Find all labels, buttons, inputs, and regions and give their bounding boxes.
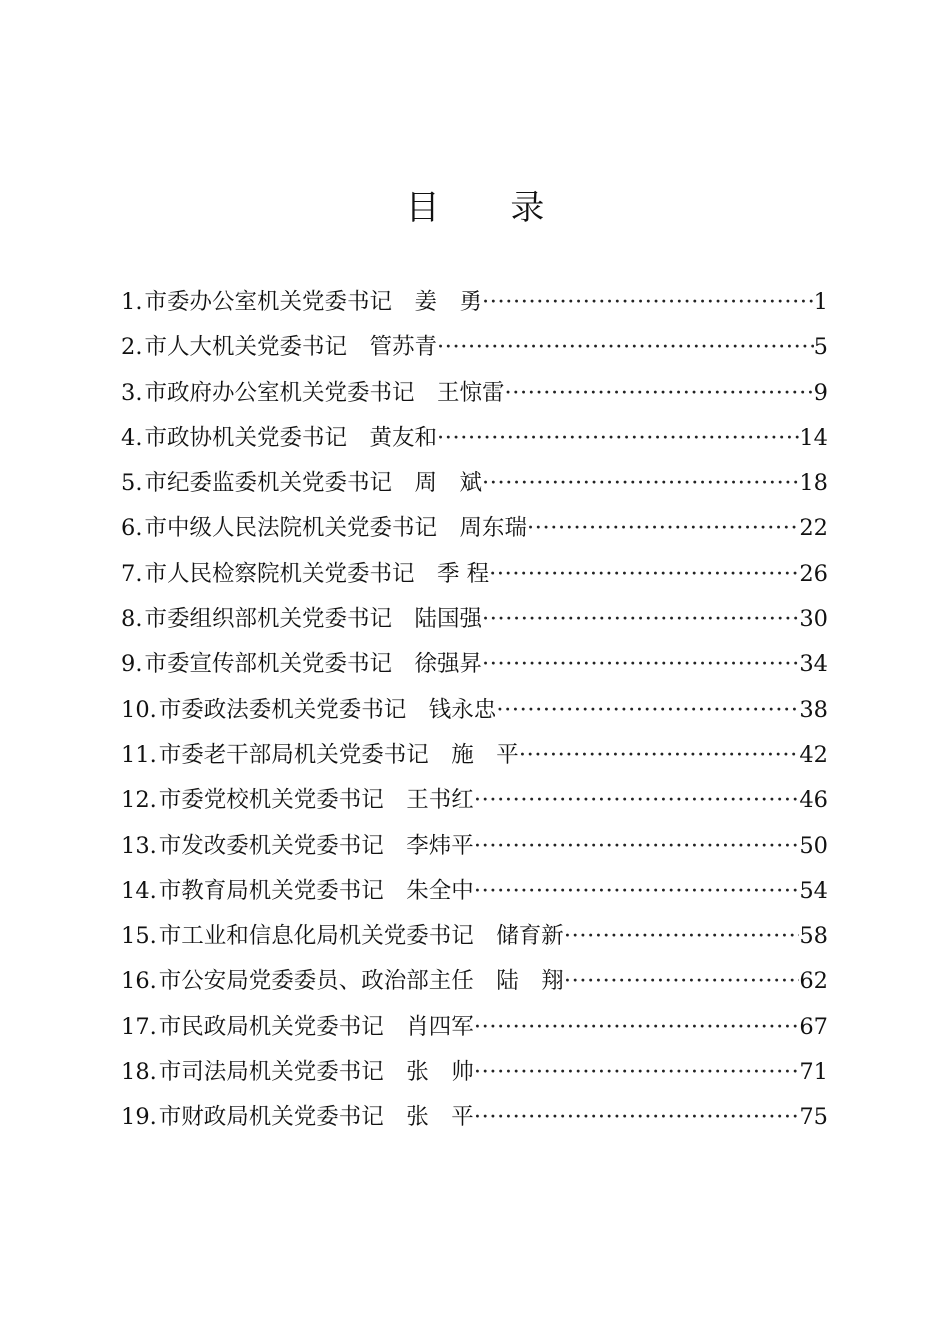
toc-entry-page-number: 71	[799, 1059, 828, 1086]
toc-entry-title: 市公安局党委委员、政治部主任 陆 翔	[158, 968, 564, 995]
toc-entry-page-number: 1	[813, 289, 828, 315]
toc-entry-number: 8.	[121, 606, 143, 633]
toc-entry-number: 3.	[121, 379, 143, 406]
toc-entry-number: 1.	[121, 289, 143, 315]
toc-entry-number: 19.	[121, 1104, 157, 1131]
toc-entry-number: 7.	[121, 560, 143, 587]
toc-dot-leader	[474, 1007, 800, 1047]
toc-entry-title: 市人大机关党委书记 管苏青	[144, 334, 437, 361]
toc-entry-1[interactable]	[121, 282, 828, 327]
toc-entry-8[interactable]	[121, 599, 828, 644]
toc-entry-14[interactable]	[121, 871, 828, 916]
toc-entry-number: 4.	[121, 424, 143, 451]
toc-entry-6[interactable]	[121, 508, 828, 553]
toc-dot-leader	[474, 1052, 800, 1092]
toc-entry-title: 市发改委机关党委书记 李炜平	[158, 832, 474, 859]
toc-entry-15[interactable]	[121, 916, 828, 961]
toc-entry-page-number: 34	[799, 651, 828, 678]
toc-entry-page-number: 5	[813, 334, 828, 361]
toc-entry-title: 市政协机关党委书记 黄友和	[144, 424, 437, 451]
toc-entry-9[interactable]	[121, 644, 828, 689]
toc-entry-title: 市中级人民法院机关党委书记 周东瑞	[144, 515, 527, 542]
toc-entry-page-number: 14	[799, 424, 828, 451]
toc-entry-title: 市委宣传部机关党委书记 徐强昇	[144, 651, 482, 678]
toc-entry-number: 2.	[121, 334, 143, 361]
page-title: 目 录	[405, 188, 575, 228]
toc-entry-title: 市民政局机关党委书记 肖四军	[158, 1013, 474, 1040]
toc-dot-leader	[437, 327, 814, 367]
toc-dot-leader	[564, 916, 800, 956]
toc-entry-3[interactable]	[121, 373, 828, 418]
toc-dot-leader	[482, 463, 799, 503]
toc-dot-leader	[519, 735, 800, 775]
toc-entry-page-number: 9	[813, 379, 828, 406]
toc-entry-title: 市人民检察院机关党委书记 季 程	[144, 560, 490, 587]
toc-entry-title: 市委老干部局机关党委书记 施 平	[158, 741, 519, 768]
toc-entry-number: 15.	[121, 923, 157, 950]
toc-entry-page-number: 18	[799, 470, 828, 497]
toc-dot-leader	[482, 644, 799, 684]
toc-entry-page-number: 42	[799, 741, 828, 768]
toc-entry-5[interactable]	[121, 463, 828, 508]
toc-entry-title: 市政府办公室机关党委书记 王惊雷	[144, 379, 505, 406]
toc-dot-leader	[474, 1097, 800, 1137]
toc-entry-page-number: 54	[799, 877, 828, 904]
toc-entry-page-number: 62	[799, 968, 828, 995]
toc-entry-page-number: 26	[799, 560, 828, 587]
toc-entry-17[interactable]	[121, 1007, 828, 1052]
toc-entry-number: 14.	[121, 877, 157, 904]
toc-entry-number: 18.	[121, 1059, 157, 1086]
toc-entry-title: 市委政法委机关党委书记 钱永忠	[158, 696, 497, 723]
toc-entry-7[interactable]	[121, 554, 828, 599]
toc-dot-leader	[482, 282, 814, 322]
toc-entry-page-number: 67	[799, 1013, 828, 1040]
toc-entry-title: 市纪委监委机关党委书记 周 斌	[144, 470, 482, 497]
toc-dot-leader	[482, 599, 799, 639]
toc-entry-page-number: 46	[799, 787, 828, 814]
toc-entry-number: 13.	[121, 832, 157, 859]
toc-entry-page-number: 38	[799, 696, 828, 723]
toc-entry-title: 市委组织部机关党委书记 陆国强	[144, 606, 482, 633]
toc-entry-13[interactable]	[121, 826, 828, 871]
toc-entry-title: 市财政局机关党委书记 张 平	[158, 1104, 474, 1131]
toc-entry-title: 市委党校机关党委书记 王书红	[158, 787, 474, 814]
toc-entry-page-number: 58	[799, 923, 828, 950]
toc-entry-number: 10.	[121, 696, 157, 723]
toc-entry-12[interactable]	[121, 780, 828, 825]
toc-entry-title: 市工业和信息化局机关党委书记 储育新	[158, 923, 564, 950]
toc-entry-number: 17.	[121, 1013, 157, 1040]
toc-entry-page-number: 30	[799, 606, 828, 633]
toc-dot-leader	[527, 508, 799, 548]
toc-dot-leader	[474, 871, 800, 911]
toc-dot-leader	[496, 690, 799, 730]
toc-dot-leader	[437, 418, 799, 458]
toc-entry-title: 市委办公室机关党委书记 姜 勇	[144, 289, 482, 315]
toc-entry-4[interactable]	[121, 418, 828, 463]
toc-dot-leader	[564, 961, 800, 1001]
toc-dot-leader	[489, 554, 799, 594]
toc-dot-leader	[474, 826, 800, 866]
toc-entry-title: 市司法局机关党委书记 张 帅	[158, 1059, 474, 1086]
toc-entry-16[interactable]	[121, 961, 828, 1006]
toc-entry-page-number: 75	[799, 1104, 828, 1131]
table-of-contents	[121, 282, 828, 1143]
toc-entry-page-number: 22	[799, 515, 828, 542]
toc-entry-page-number: 50	[799, 832, 828, 859]
toc-entry-2[interactable]	[121, 327, 828, 372]
toc-entry-number: 11.	[121, 741, 157, 768]
toc-dot-leader	[474, 780, 800, 820]
toc-entry-18[interactable]	[121, 1052, 828, 1097]
toc-dot-leader	[504, 373, 813, 413]
toc-entry-number: 16.	[121, 968, 157, 995]
toc-entry-19[interactable]	[121, 1097, 828, 1142]
toc-entry-11[interactable]	[121, 735, 828, 780]
toc-entry-number: 5.	[121, 470, 143, 497]
toc-entry-number: 6.	[121, 515, 143, 542]
toc-entry-number: 12.	[121, 787, 157, 814]
toc-entry-10[interactable]	[121, 690, 828, 735]
toc-entry-title: 市教育局机关党委书记 朱全中	[158, 877, 474, 904]
toc-entry-number: 9.	[121, 651, 143, 678]
